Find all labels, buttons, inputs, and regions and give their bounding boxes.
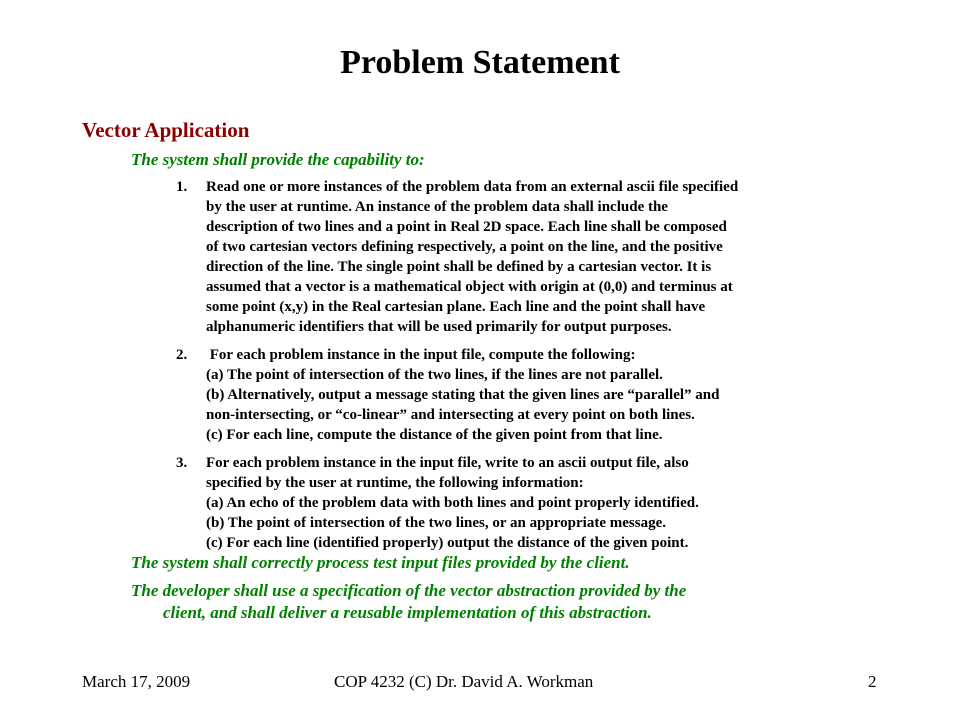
page-title: Problem Statement	[340, 44, 620, 81]
note-line: The developer shall use a specification of the vector abstraction provided by the	[131, 581, 687, 600]
intro-text: The system shall provide the capability to:	[131, 150, 425, 169]
item-line: alphanumeric identifiers that will be used primarily for output purposes.	[206, 319, 672, 335]
item-number: 1.	[176, 179, 188, 195]
item-line: For each problem instance in the input file, write to an ascii output file, also	[206, 455, 689, 471]
item-line: (a) An echo of the problem data with both lines and point properly identified.	[206, 495, 699, 511]
item-line: For each problem instance in the input file, compute the following:	[206, 347, 636, 363]
footer-date: March 17, 2009	[82, 672, 191, 691]
item-line: Read one or more instances of the problem data from an external ascii file specified	[206, 179, 739, 195]
requirements-list	[170, 177, 870, 561]
item-line: specified by the user at runtime, the following information:	[206, 475, 584, 491]
note-client-tests: The system shall correctly process test input files provided by the client.	[131, 553, 630, 572]
item-line: assumed that a vector is a mathematical object with origin at (0,0) and terminus at	[206, 279, 733, 295]
footer-course: COP 4232 (C) Dr. David A. Workman	[334, 672, 594, 691]
list-item	[170, 345, 870, 445]
item-line: (c) For each line (identified properly) output the distance of the given point.	[206, 535, 689, 551]
item-line: non-intersecting, or “co-linear” and intersecting at every point on both lines.	[206, 407, 695, 423]
item-line: some point (x,y) in the Real cartesian plane. Each line and the point shall have	[206, 299, 706, 315]
item-number: 2.	[176, 347, 188, 363]
page-number: 2	[868, 672, 877, 691]
item-line: (c) For each line, compute the distance of the given point from that line.	[206, 427, 663, 443]
list-item	[170, 177, 870, 337]
note-vector-abstraction	[131, 580, 851, 624]
item-line: direction of the line. The single point shall be defined by a cartesian vector. It is	[206, 259, 712, 275]
item-number: 3.	[176, 455, 188, 471]
item-line: (a) The point of intersection of the two lines, if the lines are not parallel.	[206, 367, 663, 383]
item-line: (b) Alternatively, output a message stating that the given lines are “parallel” and	[206, 387, 720, 403]
item-line: description of two lines and a point in Real 2D space. Each line shall be composed	[206, 219, 727, 235]
item-line: by the user at runtime. An instance of the problem data shall include the	[206, 199, 668, 215]
list-item	[170, 453, 870, 553]
note-line: client, and shall deliver a reusable implementation of this abstraction.	[163, 603, 652, 622]
item-line: (b) The point of intersection of the two lines, or an appropriate message.	[206, 515, 666, 531]
section-heading: Vector Application	[82, 118, 250, 142]
item-line: of two cartesian vectors defining respectively, a point on the line, and the positive	[206, 239, 723, 255]
